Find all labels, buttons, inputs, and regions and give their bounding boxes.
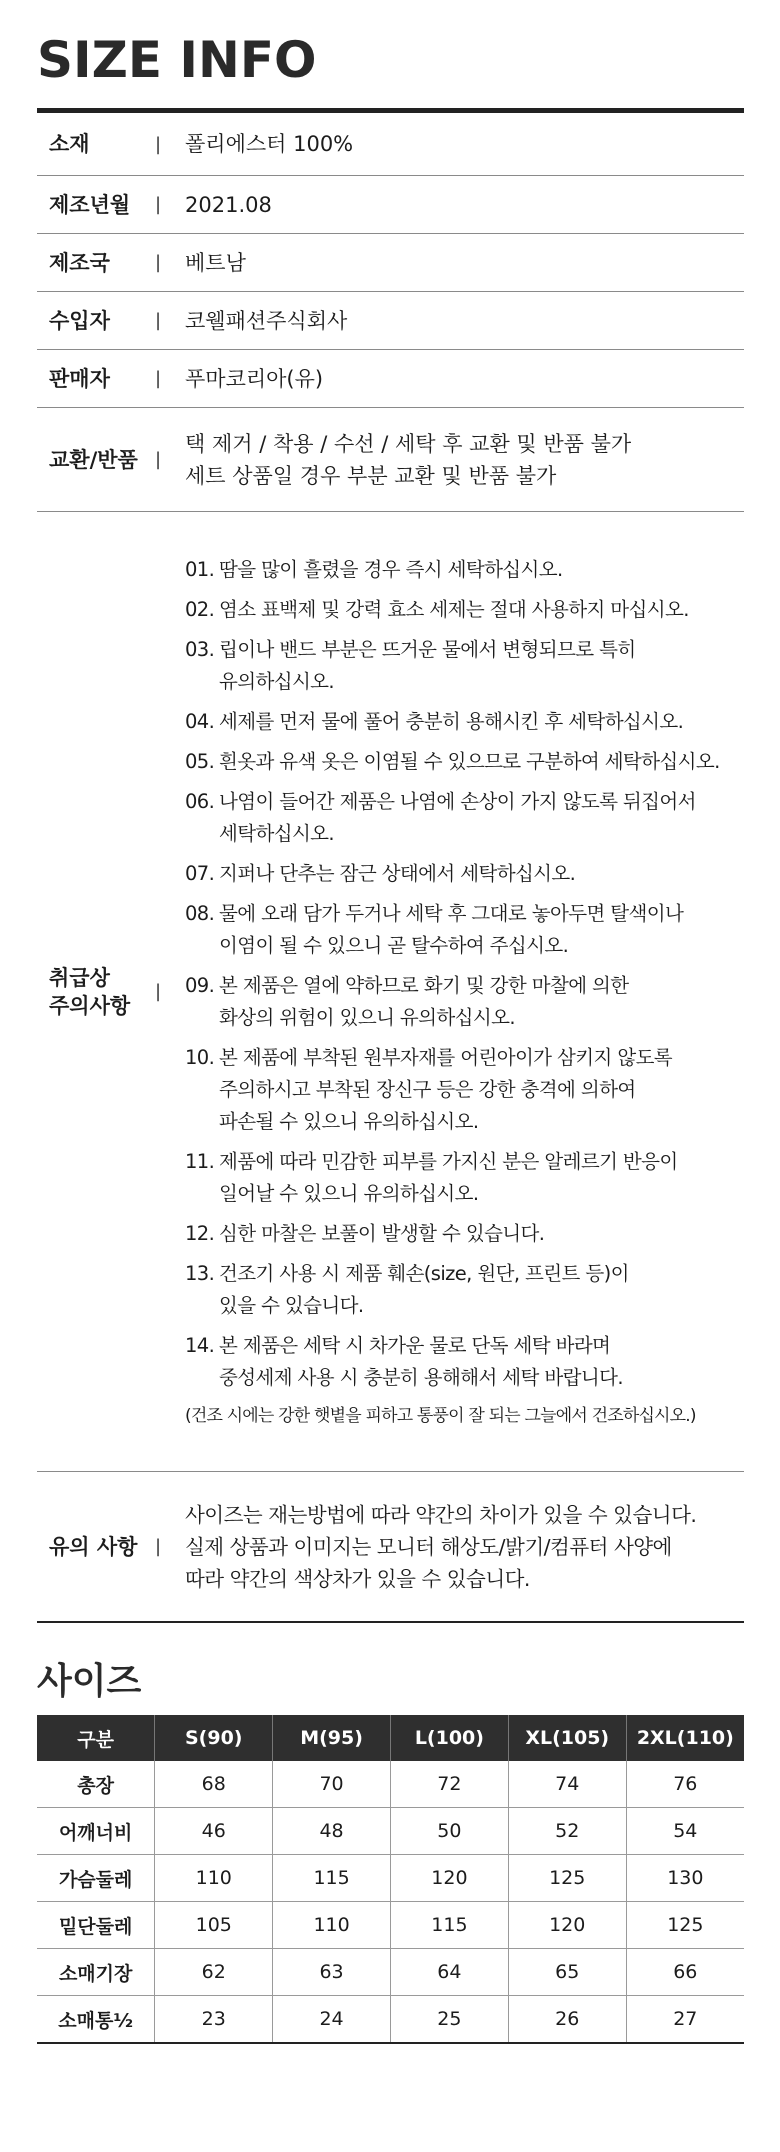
care-item-text: 지퍼나 단추는 잠근 상태에서 세탁하십시오. [219,861,576,885]
care-item-text: 본 제품은 열에 약하므로 화기 및 강한 마찰에 의한 화상의 위험이 있으니 유의하십시오. [219,973,629,1029]
seller-label: 판매자 [49,366,110,391]
care-item-text: 본 제품은 세탁 시 차가운 물로 단독 세탁 바라며 중성세제 사용 시 충분히 용해해서 세탁 바랍니다. [219,1333,623,1389]
size-row-label: 어깨너비 [37,1808,155,1855]
seller-value: 푸마코리아(유) [185,366,324,391]
size-cell: 110 [155,1855,273,1902]
size-cell: 50 [390,1808,508,1855]
notice-line: 따라 약간의 색상차가 있을 수 있습니다. [185,1566,530,1591]
separator: | [155,252,162,273]
care-label-line: 주의사항 [49,993,131,1018]
care-item [185,1330,744,1394]
size-cell: 120 [390,1855,508,1902]
size-cell: 62 [155,1949,273,1996]
size-cell: 72 [390,1761,508,1808]
care-item-number: 02. [185,597,215,621]
size-table-header [37,1715,744,1761]
care-item-number: 04. [185,709,215,733]
care-item [185,898,744,962]
separator: | [155,368,162,389]
size-row [37,1808,744,1855]
size-cell: 70 [273,1761,391,1808]
notice-line: 실제 상품과 이미지는 모니터 해상도/밝기/컴퓨터 사양에 [185,1534,672,1559]
info-row-exchange [37,408,744,512]
size-header-cell: 구분 [37,1715,155,1761]
care-item-text: 세제를 먼저 물에 풀어 충분히 용해시킨 후 세탁하십시오. [219,709,684,733]
care-item [185,1146,744,1210]
care-item-number: 12. [185,1221,215,1245]
care-item-text: 건조기 사용 시 제품 훼손(size, 원단, 프린트 등)이 있을 수 있습니다. [219,1261,629,1317]
date-label: 제조년월 [49,192,131,217]
care-item-text: 나염이 들어간 제품은 나염에 손상이 가지 않도록 뒤집어서 세탁하십시오. [219,789,696,845]
size-cell: 74 [508,1761,626,1808]
care-label-line: 취급상 [49,965,110,990]
size-cell: 24 [273,1996,391,2044]
care-item-number: 03. [185,637,215,661]
separator: | [155,449,162,470]
size-row [37,1996,744,2044]
info-row-seller [37,350,744,408]
care-item-text: 본 제품에 부착된 원부자재를 어린아이가 삼키지 않도록 주의하시고 부착된 장신구 등은 강한 충격에 의하여 파손될 수 있으니 유의하십시오. [219,1045,673,1133]
care-item-number: 14. [185,1333,215,1357]
size-header-cell: 2XL(110) [626,1715,744,1761]
care-list [185,554,744,1394]
info-row-material [37,113,744,176]
care-label [37,964,155,1020]
size-cell: 27 [626,1996,744,2044]
care-item [185,634,744,698]
care-item [185,706,744,738]
size-row [37,1949,744,1996]
size-cell: 63 [273,1949,391,1996]
size-cell: 125 [508,1855,626,1902]
separator: | [155,194,162,215]
care-item-number: 11. [185,1149,215,1173]
care-item-text: 심한 마찰은 보풀이 발생할 수 있습니다. [219,1221,545,1245]
info-row-date [37,176,744,234]
size-table [37,1715,744,2044]
notice-content [185,1499,744,1595]
size-cell: 64 [390,1949,508,1996]
separator: | [155,981,162,1002]
care-item-number: 13. [185,1261,215,1285]
size-header-cell: M(95) [273,1715,391,1761]
care-item [185,594,744,626]
size-cell: 115 [390,1902,508,1949]
page-title: SIZE INFO [37,31,317,89]
country-label: 제조국 [49,250,110,275]
size-row-label: 총장 [37,1761,155,1808]
size-table-body [37,1761,744,2043]
size-row [37,1902,744,1949]
size-cell: 130 [626,1855,744,1902]
size-cell: 46 [155,1808,273,1855]
size-cell: 115 [273,1855,391,1902]
size-header-cell: XL(105) [508,1715,626,1761]
care-item-text: 제품에 따라 민감한 피부를 가지신 분은 알레르기 반응이 일어날 수 있으니 유의하십시오. [219,1149,678,1205]
size-cell: 66 [626,1949,744,1996]
size-cell: 125 [626,1902,744,1949]
material-value: 폴리에스터 100% [185,132,354,156]
separator: | [155,1536,162,1557]
size-cell: 54 [626,1808,744,1855]
size-cell: 48 [273,1808,391,1855]
separator: | [155,310,162,331]
care-item [185,786,744,850]
care-item [185,970,744,1034]
care-item [185,858,744,890]
care-item-number: 09. [185,973,215,997]
care-item-number: 10. [185,1045,215,1069]
size-cell: 120 [508,1902,626,1949]
exchange-label: 교환/반품 [49,447,138,472]
date-value: 2021.08 [185,192,272,217]
separator: | [155,133,162,155]
care-item [185,1258,744,1322]
size-row [37,1855,744,1902]
size-cell: 26 [508,1996,626,2044]
size-row-label: 소매통½ [37,1996,155,2044]
size-row-label: 소매기장 [37,1949,155,1996]
care-item [185,554,744,586]
size-cell: 68 [155,1761,273,1808]
size-row [37,1761,744,1808]
size-cell: 52 [508,1808,626,1855]
care-item-number: 01. [185,557,215,581]
care-item-text: 염소 표백제 및 강력 효소 세제는 절대 사용하지 마십시오. [219,597,689,621]
size-cell: 25 [390,1996,508,2044]
info-row-notice [37,1472,744,1623]
care-item-number: 07. [185,861,215,885]
info-row-country [37,234,744,292]
size-cell: 65 [508,1949,626,1996]
care-item-number: 05. [185,749,215,773]
exchange-line: 택 제거 / 착용 / 수선 / 세탁 후 교환 및 반품 불가 [185,431,632,456]
care-item-text: 립이나 밴드 부분은 뜨거운 물에서 변형되므로 특히 유의하십시오. [219,637,636,693]
care-note: (건조 시에는 강한 햇볕을 피하고 통풍이 잘 되는 그늘에서 건조하십시오.) [185,1405,696,1426]
info-row-importer [37,292,744,350]
importer-value: 코웰패션주식회사 [185,308,348,333]
exchange-line: 세트 상품일 경우 부분 교환 및 반품 불가 [185,463,557,488]
size-cell: 76 [626,1761,744,1808]
care-content [185,554,744,1430]
care-item [185,1218,744,1250]
size-cell: 110 [273,1902,391,1949]
size-section-title: 사이즈 [37,1661,142,1702]
size-cell: 105 [155,1902,273,1949]
size-row-label: 밑단둘레 [37,1902,155,1949]
country-value: 베트남 [185,250,246,275]
care-item-number: 08. [185,901,215,925]
care-item-text: 흰옷과 유색 옷은 이염될 수 있으므로 구분하여 세탁하십시오. [219,749,720,773]
size-cell: 23 [155,1996,273,2044]
size-header-cell: L(100) [390,1715,508,1761]
importer-label: 수입자 [49,308,110,333]
size-row-label: 가슴둘레 [37,1855,155,1902]
material-label: 소재 [49,132,90,156]
care-item [185,746,744,778]
info-row-care [37,512,744,1472]
size-header-cell: S(90) [155,1715,273,1761]
care-item [185,1042,744,1138]
notice-line: 사이즈는 재는방법에 따라 약간의 차이가 있을 수 있습니다. [185,1502,697,1527]
notice-label: 유의 사항 [49,1534,138,1559]
exchange-value [185,428,744,492]
care-item-number: 06. [185,789,215,813]
care-item-text: 땀을 많이 흘렸을 경우 즉시 세탁하십시오. [219,557,563,581]
care-item-text: 물에 오래 담가 두거나 세탁 후 그대로 놓아두면 탈색이나 이염이 될 수 있으니 곧 탈수하여 주십시오. [219,901,684,957]
